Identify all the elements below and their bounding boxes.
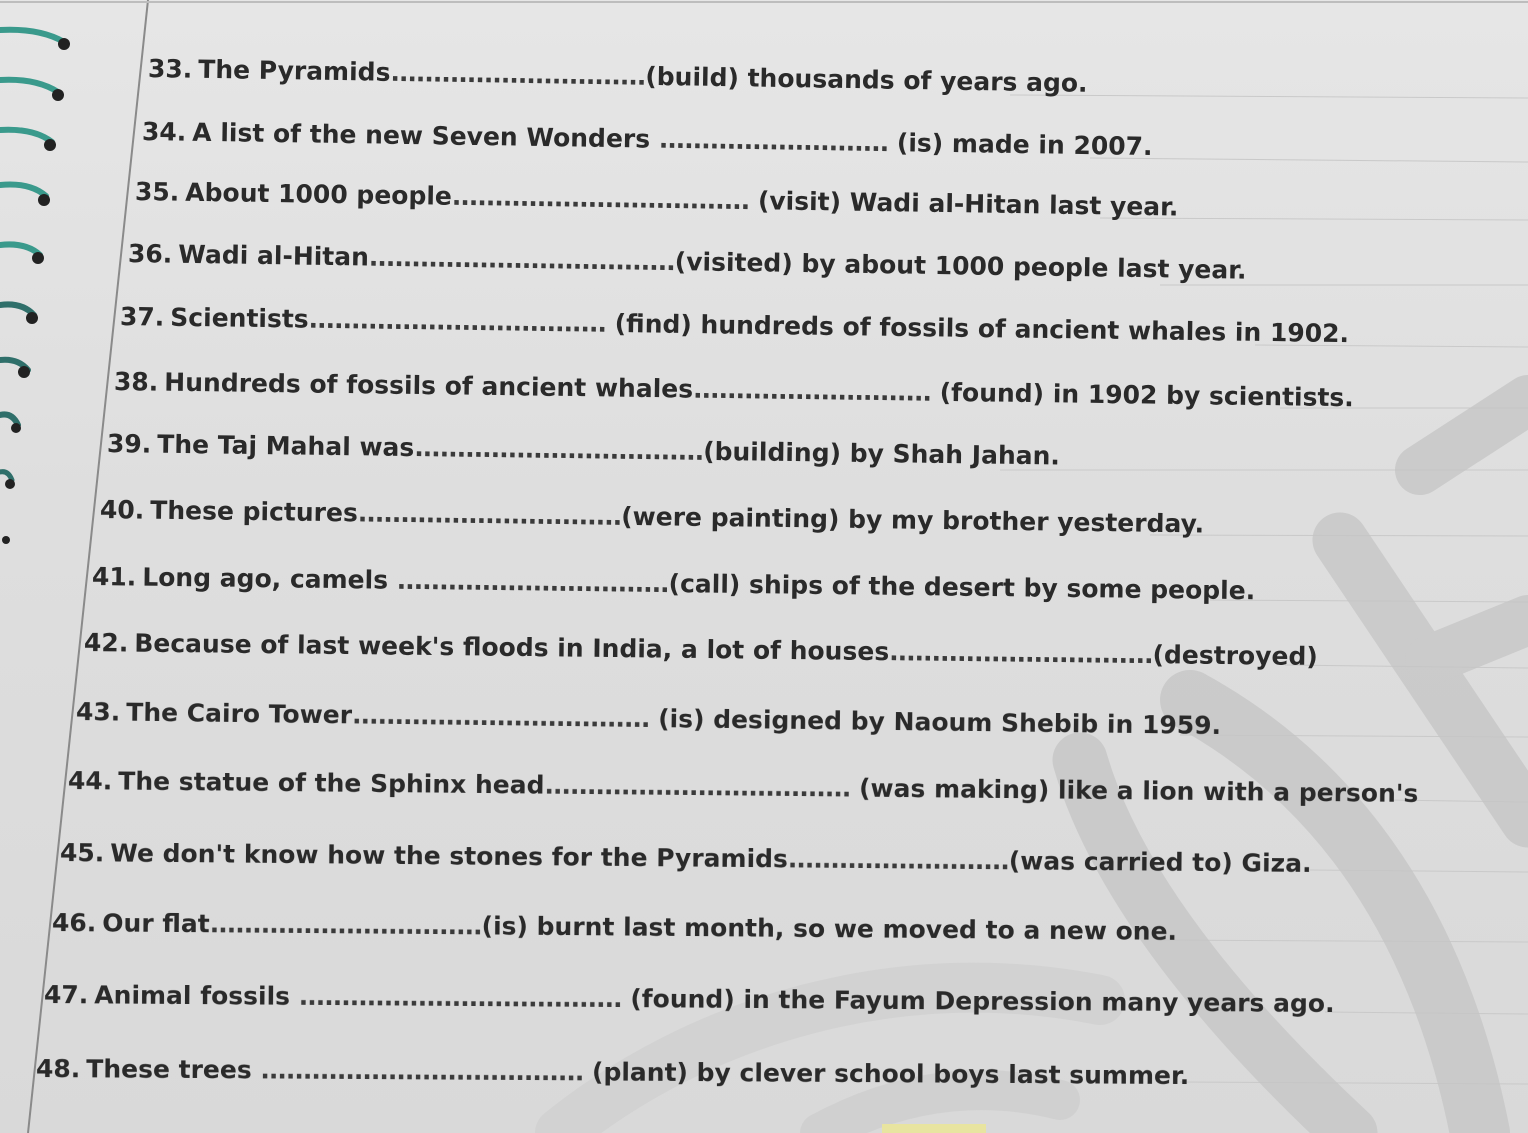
sentence-start: The Taj Mahal was: [157, 429, 415, 463]
sentence-start: We don't know how the stones for the Pyramids: [110, 838, 789, 874]
sentence-end: (building) by Shah Jahan.: [702, 436, 1061, 471]
answer-blank[interactable]: ...................................: [351, 700, 650, 734]
answer-blank[interactable]: ...................................: [308, 304, 607, 338]
item-number: 43.: [75, 697, 121, 727]
sentence-start: Animal fossils: [94, 980, 299, 1011]
item-number: 33.: [147, 54, 193, 84]
sentence-start: The statue of the Sphinx head: [118, 766, 545, 800]
sentence-start: The Pyramids: [198, 54, 391, 87]
answer-blank[interactable]: ..............................: [390, 57, 646, 91]
sentence-start: Wadi al-Hitan: [178, 239, 370, 272]
sentence-end: (found) in the Fayum Depression many years ago.: [621, 984, 1335, 1019]
item-number: 47.: [43, 980, 89, 1010]
answer-blank[interactable]: ............................: [692, 374, 932, 407]
item-number: 39.: [106, 429, 152, 459]
item-number: 44.: [67, 766, 113, 796]
item-number: 35.: [134, 177, 180, 207]
item-number: 38.: [113, 367, 159, 397]
sentence-end: (was carried to) Giza.: [1008, 846, 1312, 878]
sentence-end: (build) thousands of years ago.: [645, 61, 1088, 98]
sentence-end: (visited) by about 1000 people last year.: [674, 247, 1247, 285]
sentence-start: Long ago, camels: [142, 562, 397, 595]
item-number: 34.: [141, 117, 187, 147]
item-number: 41.: [91, 562, 137, 592]
sentence-start: Hundreds of fossils of ancient whales: [164, 367, 694, 404]
item-number: 45.: [59, 838, 105, 868]
yellow-tab: [882, 1124, 986, 1133]
sentence-start: These trees: [86, 1054, 261, 1085]
sentence-end: (is) made in 2007.: [887, 128, 1153, 161]
sentence-end: (is) designed by Naoum Shebib in 1959.: [649, 704, 1222, 740]
sentence-end: (found) in 1902 by scientists.: [930, 377, 1354, 413]
sentence-start: Scientists: [170, 302, 309, 334]
answer-blank[interactable]: ................................: [396, 565, 669, 599]
item-number: 36.: [127, 239, 173, 269]
sentence-start: About 1000 people: [185, 177, 453, 211]
answer-blank[interactable]: ....................................: [368, 242, 676, 277]
answer-blank[interactable]: ...........................: [658, 124, 889, 158]
item-number: 40.: [99, 495, 145, 525]
answer-blank[interactable]: ...............................: [357, 498, 622, 531]
answer-blank[interactable]: ................................: [209, 909, 482, 941]
sentence-end: (destroyed): [1152, 640, 1318, 671]
sentence-end: (were painting) by my brother yesterday.: [621, 501, 1205, 539]
item-number: 42.: [83, 628, 129, 658]
answer-blank[interactable]: ...............................: [889, 637, 1153, 670]
spiral-binding: [0, 0, 80, 1133]
sentence-start: The Cairo Tower: [126, 697, 353, 730]
sentence-start: A list of the new Seven Wonders: [192, 117, 660, 154]
sentence-end: (call) ships of the desert by some people.: [668, 569, 1256, 606]
answer-blank[interactable]: ......................................: [298, 981, 622, 1014]
sentence-end: (visit) Wadi al-Hitan last year.: [749, 186, 1179, 222]
sentence-end: (is) burnt last month, so we moved to a new one.: [481, 911, 1178, 946]
item-number: 37.: [119, 302, 165, 332]
item-number: 46.: [51, 908, 97, 938]
sentence-start: These pictures: [150, 495, 359, 528]
sentence-start: Our flat: [102, 908, 210, 939]
answer-blank[interactable]: ...................................: [451, 181, 750, 216]
answer-blank[interactable]: ..........................: [787, 844, 1009, 876]
answer-blank[interactable]: ......................................: [260, 1055, 584, 1087]
item-number: 48.: [35, 1054, 81, 1084]
sentence-end: (was making) like a lion with a person's: [850, 773, 1419, 808]
answer-blank[interactable]: ..................................: [414, 433, 704, 466]
sentence-start: Because of last week's floods in India, a lot of houses: [134, 628, 890, 667]
answer-blank[interactable]: ....................................: [544, 770, 851, 803]
sentence-end: (plant) by clever school boys last summer.: [583, 1057, 1190, 1091]
sentence-end: (find) hundreds of fossils of ancient whales in 1902.: [605, 308, 1350, 349]
